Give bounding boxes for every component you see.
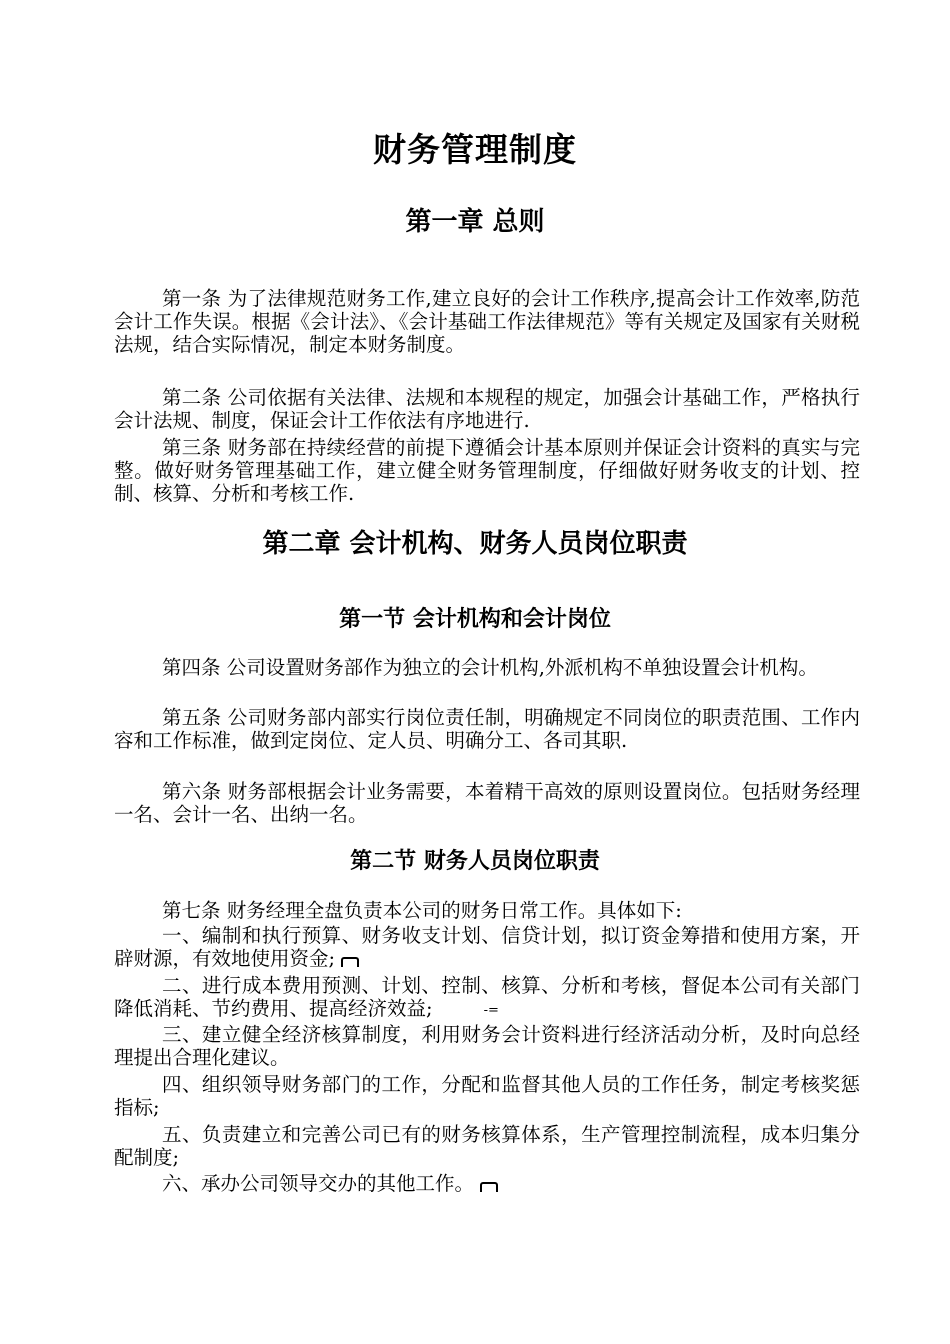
ink-mark-icon	[480, 1182, 498, 1192]
duty-item-6	[114, 1172, 860, 1195]
section-2-heading: 第二节 财务人员岗位职责	[350, 848, 600, 874]
section-1-heading: 第一节 会计机构和会计岗位	[339, 606, 611, 632]
duty-item-3: 三、建立健全经济核算制度，利用财务会计资料进行经济活动分析，及时向总经理提出合理化建议。	[114, 1023, 860, 1070]
article-7: 第七条 财务经理全盘负责本公司的财务日常工作。具体如下:	[162, 899, 682, 922]
duty-item-6-text: 六、承办公司领导交办的其他工作。	[162, 1172, 475, 1195]
chapter-1-heading: 第一章 总则	[405, 207, 545, 237]
duty-item-2-text: 二、进行成本费用预测、计划、控制、核算、分析和考核，督促本公司有关部门降低消耗、节约费用、提高经济效益;	[114, 974, 860, 1021]
chapter-2-heading: 第二章 会计机构、财务人员岗位职责	[262, 529, 688, 559]
document-title: 财务管理制度	[373, 130, 577, 169]
ink-mark-text: -=	[483, 1003, 499, 1019]
article-6: 第六条 财务部根据会计业务需要，本着精干高效的原则设置岗位。包括财务经理一名、会计一名、出纳一名。	[114, 780, 860, 827]
article-1: 第一条 为了法律规范财务工作,建立良好的会计工作秩序,提高会计工作效率,防范会计工作失误。根据《会计法》、《会计基础工作法律规范》等有关规定及国家有关财税法规，结合实际情况，制定本财务制度。	[114, 287, 860, 357]
duty-item-2	[114, 974, 860, 1022]
duty-item-1	[114, 924, 860, 970]
duty-item-1-text: 一、编制和执行预算、财务收支计划、信贷计划，拟订资金筹措和使用方案，开辟财源，有效地使用资金;	[114, 924, 860, 971]
duty-item-5: 五、负责建立和完善公司已有的财务核算体系，生产管理控制流程，成本归集分配制度;	[114, 1123, 860, 1170]
article-5: 第五条 公司财务部内部实行岗位责任制，明确规定不同岗位的职责范围、工作内容和工作标准，做到定岗位、定人员、明确分工、各司其职.	[114, 706, 860, 753]
article-2: 第二条 公司依据有关法律、法规和本规程的规定，加强会计基础工作，严格执行会计法规、制度，保证会计工作依法有序地进行.	[114, 386, 860, 433]
article-4: 第四条 公司设置财务部作为独立的会计机构,外派机构不单独设置会计机构。	[162, 656, 818, 679]
article-3: 第三条 财务部在持续经营的前提下遵循会计基本原则并保证会计资料的真实与完整。做好财务管理基础工作，建立健全财务管理制度，仔细做好财务收支的计划、控制、核算、分析和考核工作.	[114, 436, 860, 506]
ink-mark-icon	[341, 957, 359, 967]
duty-item-4: 四、组织领导财务部门的工作，分配和监督其他人员的工作任务，制定考核奖惩指标;	[114, 1073, 860, 1120]
